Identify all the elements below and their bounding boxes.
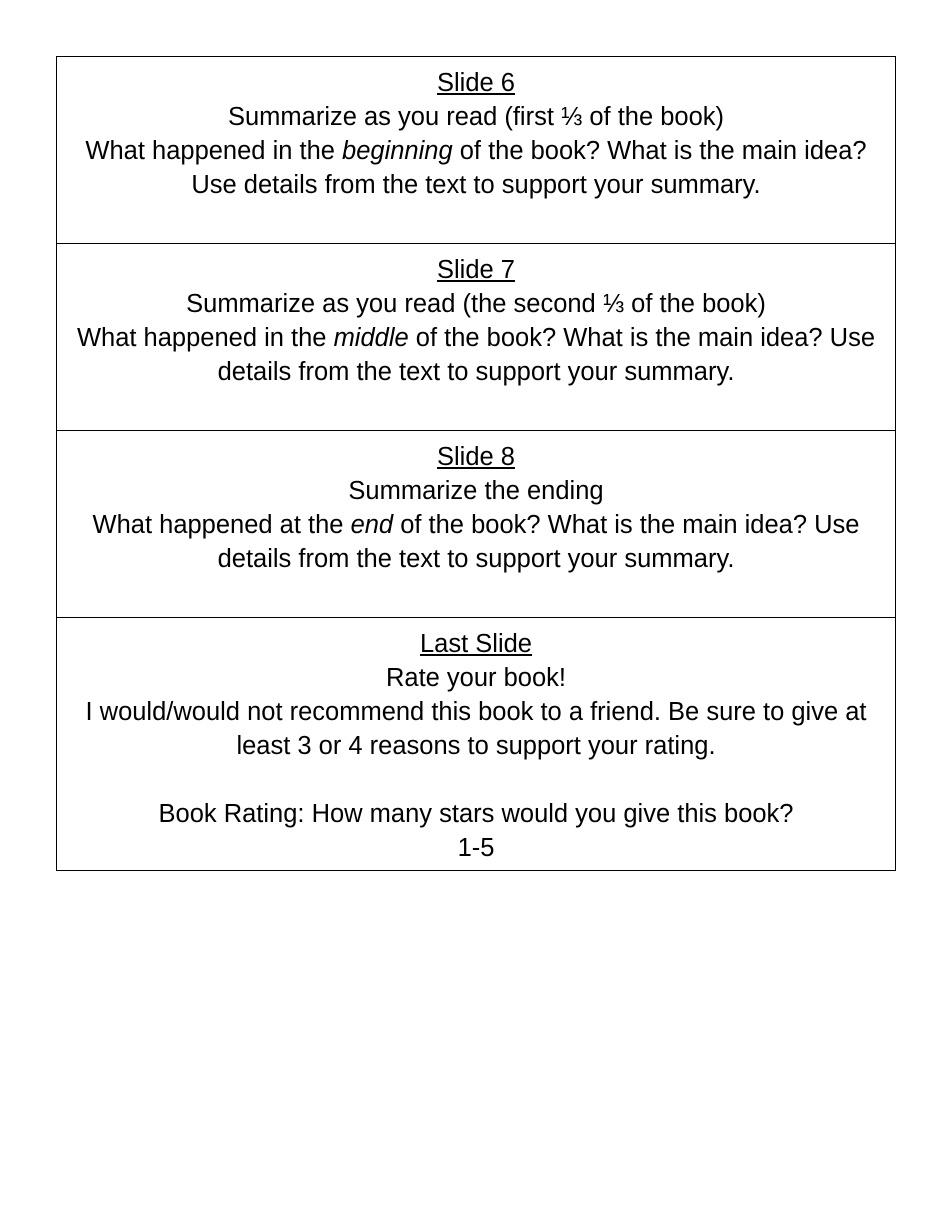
slide-question bbox=[75, 508, 877, 576]
question-text: of the book? What is the main idea? Use details from the text to support your summary. bbox=[217, 511, 860, 573]
slide-title: Slide 6 bbox=[437, 69, 515, 97]
slide-title: Slide 7 bbox=[437, 256, 515, 284]
recommendation-text: I would/would not recommend this book to a friend. Be sure to give at least 3 or 4 reasons to support your rating. bbox=[85, 698, 867, 760]
slide-question bbox=[75, 321, 877, 389]
rating-range: 1-5 bbox=[457, 834, 495, 862]
slide-instructions-table bbox=[56, 56, 896, 871]
question-text: of the book? What is the main idea? Use details from the text to support your summary. bbox=[217, 324, 876, 386]
slide-8-cell bbox=[57, 431, 895, 618]
slide-subtitle: Summarize as you read (first ⅓ of the book) bbox=[227, 103, 725, 131]
slide-title: Last Slide bbox=[420, 630, 532, 658]
slide-7-cell bbox=[57, 244, 895, 431]
last-slide-cell bbox=[57, 618, 895, 870]
slide-subtitle: Rate your book! bbox=[385, 664, 567, 692]
slide-6-cell bbox=[57, 57, 895, 244]
rating-question: Book Rating: How many stars would you give this book? bbox=[158, 800, 794, 828]
question-text: What happened at the bbox=[92, 511, 351, 539]
question-emphasis: end bbox=[350, 511, 394, 539]
question-text: What happened in the bbox=[76, 324, 334, 352]
question-text: What happened in the bbox=[85, 137, 343, 165]
question-emphasis: middle bbox=[333, 324, 409, 352]
slide-subtitle: Summarize the ending bbox=[348, 477, 604, 505]
question-text: of the book? What is the main idea? Use details from the text to support your summary. bbox=[191, 137, 867, 199]
spacer bbox=[75, 763, 877, 797]
slide-title: Slide 8 bbox=[437, 443, 515, 471]
slide-subtitle: Summarize as you read (the second ⅓ of the book) bbox=[186, 290, 766, 318]
question-emphasis: beginning bbox=[342, 137, 453, 165]
slide-question bbox=[75, 134, 877, 202]
